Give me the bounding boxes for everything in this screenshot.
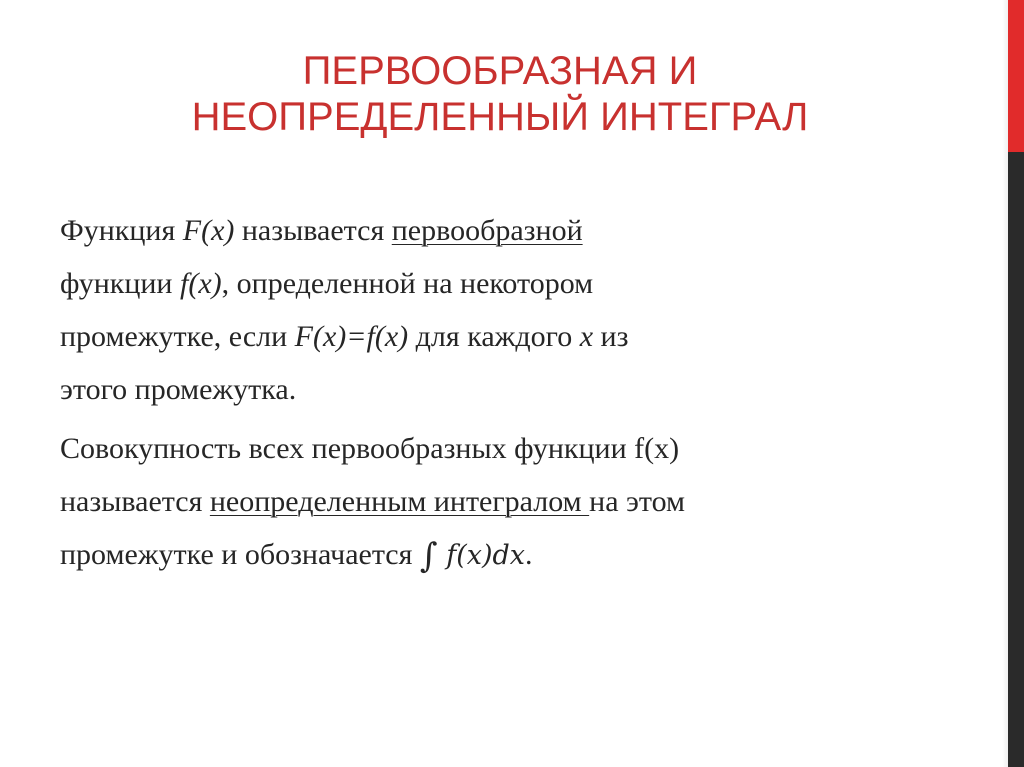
text-fragment: на этом bbox=[589, 485, 686, 518]
definition-line-3 bbox=[60, 310, 940, 363]
term-indefinite-integral: неопределенным интегралом bbox=[209, 485, 590, 518]
derivative-equation: F(x)=f(x) bbox=[294, 320, 409, 353]
definition-line-4 bbox=[60, 363, 940, 416]
text-fragment: для каждого bbox=[408, 320, 580, 353]
integrand-expression: f(x)dx bbox=[437, 540, 526, 571]
integral-line-2 bbox=[60, 475, 940, 528]
title-line-2: НЕОПРЕДЕЛЕННЫЙ ИНТЕГРАЛ bbox=[191, 95, 809, 139]
integral-line-3 bbox=[60, 528, 940, 583]
term-antiderivative: первообразной bbox=[391, 214, 583, 247]
slide-title bbox=[140, 48, 860, 140]
title-line-1: ПЕРВООБРАЗНАЯ И bbox=[302, 49, 698, 93]
text-fragment: называется bbox=[60, 485, 210, 518]
text-fragment: . bbox=[525, 538, 533, 571]
text-fragment: промежутке, если bbox=[60, 320, 295, 353]
text-fragment: функции bbox=[60, 267, 180, 300]
text-fragment: Совокупность всех первообразных функции f(x) bbox=[60, 432, 680, 465]
slide-body bbox=[60, 204, 940, 583]
integral-paragraph bbox=[60, 422, 940, 583]
definition-paragraph bbox=[60, 204, 940, 416]
text-fragment: этого промежутка. bbox=[60, 373, 297, 406]
definition-line-1 bbox=[60, 204, 940, 257]
text-fragment: называется bbox=[234, 214, 392, 247]
integral-notation bbox=[419, 536, 526, 576]
text-fragment: промежутке и обозначается bbox=[60, 538, 420, 571]
red-accent-bar bbox=[1008, 0, 1024, 152]
antiderivative-symbol: F(x) bbox=[182, 214, 235, 247]
text-fragment: , определенной на некотором bbox=[221, 267, 594, 300]
integral-sign: ∫ bbox=[419, 536, 438, 576]
variable-x: x bbox=[579, 320, 594, 353]
right-edge-bar bbox=[1008, 0, 1024, 767]
integral-line-1 bbox=[60, 422, 940, 475]
text-fragment: Функция bbox=[60, 214, 183, 247]
definition-line-2 bbox=[60, 257, 940, 310]
function-symbol: f(x) bbox=[180, 267, 222, 300]
text-fragment: из bbox=[593, 320, 629, 353]
